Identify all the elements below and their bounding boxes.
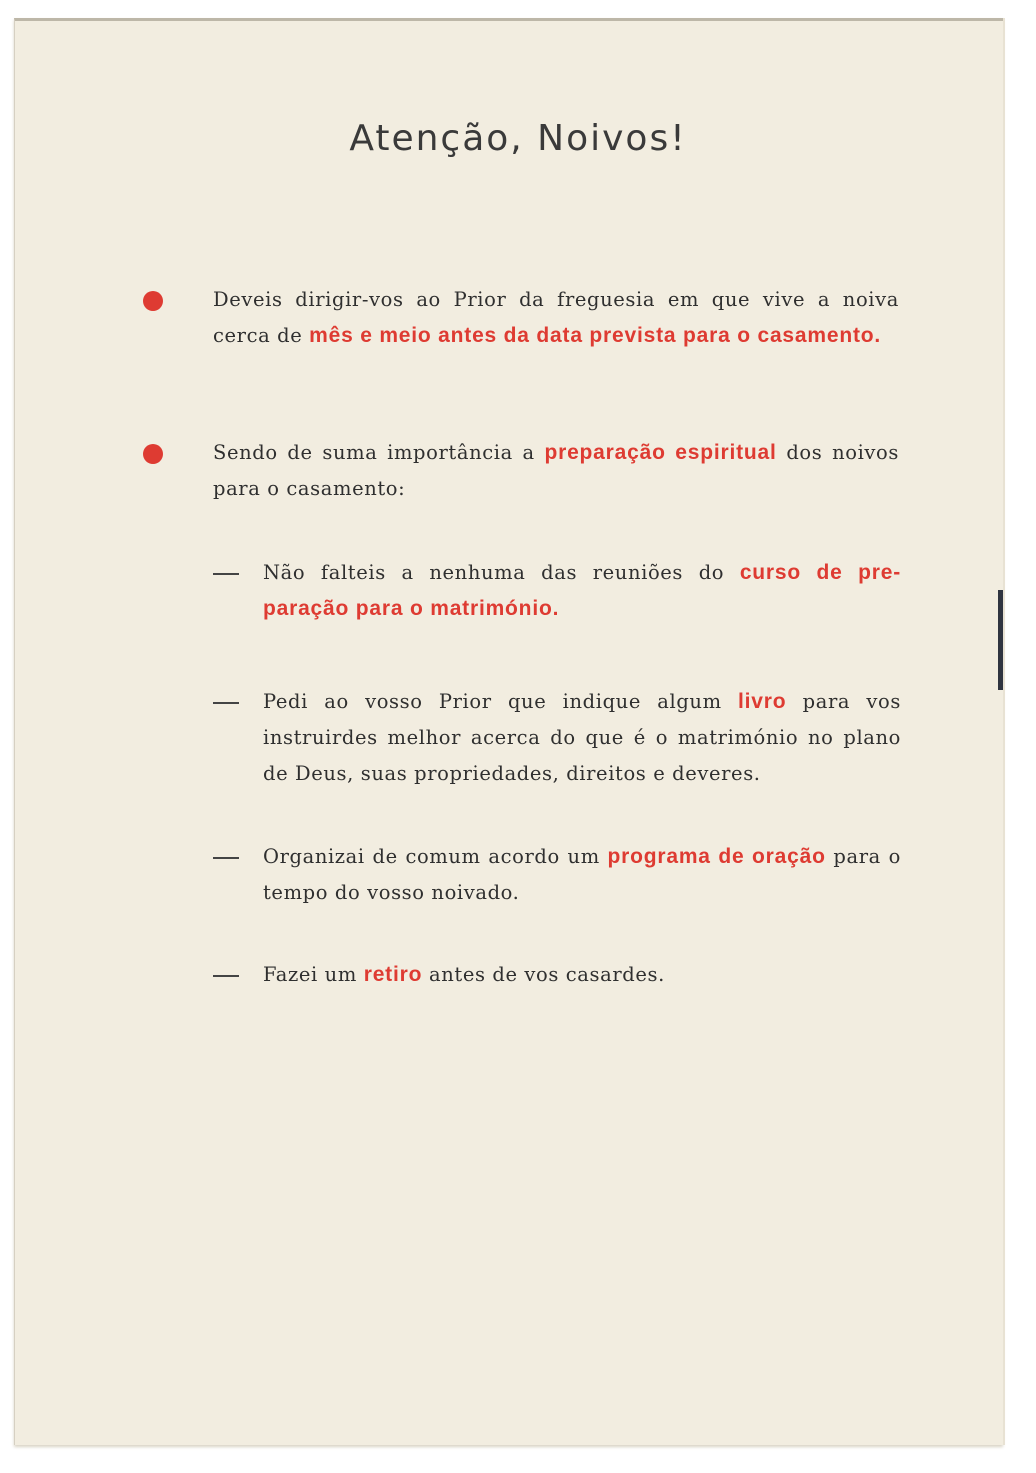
bullet-1: [143, 291, 163, 311]
dash-1: [213, 573, 239, 575]
dash-4: [213, 975, 239, 977]
list-item-2: [263, 684, 901, 792]
list-item-1-text: Não falteis a nenhuma das reuniões do: [263, 561, 740, 584]
bullet-2: [143, 444, 163, 464]
paragraph-2: [213, 435, 899, 507]
paragraph-1: [213, 282, 899, 354]
list-item-3-highlight: programa de oração: [607, 845, 826, 868]
list-item-2-highlight: livro: [737, 690, 787, 713]
paragraph-1-highlight: mês e meio antes da data prevista para o casamento.: [309, 324, 882, 347]
paragraph-2-highlight: preparação espiritual: [544, 441, 777, 464]
dash-3: [213, 857, 239, 859]
list-item-2-text-end: para vos instruirdes melhor acerca do que é o matrimónio no plano de Deus, suas propriedades, direitos e deveres.: [263, 690, 901, 785]
list-item-1-highlight: curso de pre-paração para o matrimónio.: [263, 561, 901, 620]
dash-2: [213, 702, 239, 704]
list-item-4-highlight: retiro: [363, 963, 423, 986]
list-item-4: [263, 957, 901, 993]
list-item-4-text: Fazei um: [263, 963, 364, 986]
list-item-1: [263, 555, 901, 627]
page-title: Atenção, Noivos!: [349, 118, 687, 159]
paragraph-2-text-end: dos noivos para o casamento:: [213, 441, 899, 500]
paragraph-1-text: Deveis dirigir-vos ao Prior da freguesia em que vive a noiva cerca de: [213, 288, 899, 347]
list-item-2-text: Pedi ao vosso Prior que indique algum: [263, 690, 738, 713]
paragraph-2-text-start: Sendo de suma importância a: [213, 441, 545, 464]
booklet-spine: [998, 590, 1003, 690]
list-item-4-text-end: antes de vos casardes.: [422, 963, 665, 986]
list-item-3-text: Organizai de comum acordo um: [263, 845, 608, 868]
list-item-3-text-end: para o tempo do vosso noivado.: [263, 845, 901, 904]
list-item-3: [263, 839, 901, 911]
